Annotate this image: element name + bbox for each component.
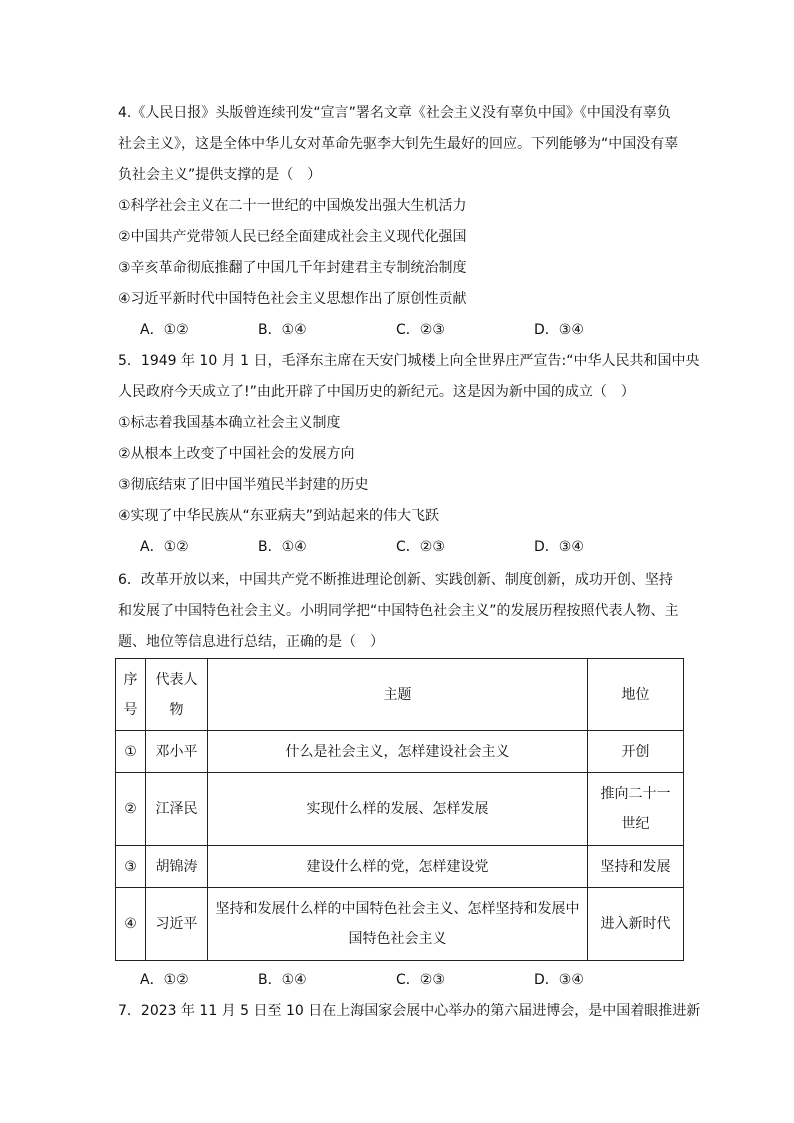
- q6-option-d[interactable]: D．③④: [534, 972, 584, 988]
- row-4-seq: ④: [116, 888, 146, 961]
- q4-option-a[interactable]: A．①②: [140, 322, 189, 338]
- q4-option-d[interactable]: D．③④: [534, 322, 584, 338]
- q6-stem-line-3: 题、地位等信息进行总结，正确的是（ ）: [118, 634, 384, 650]
- q7-stem-line-1: 7．2023 年 11 月 5 日至 10 日在上海国家会展中心举办的第六届进博会，是中国着眼推进新: [118, 1003, 701, 1019]
- table-row: [116, 731, 684, 773]
- row-3-seq: ③: [116, 846, 146, 888]
- table-row: [116, 773, 684, 846]
- row-1-seq: ①: [116, 731, 146, 773]
- q6-stem-line-2: 和发展了中国特色社会主义。小明同学把“中国特色社会主义”的发展历程按照代表人物、主: [118, 603, 679, 619]
- q6-summary-table: [115, 658, 684, 961]
- q5-item-2: ②从根本上改变了中国社会的发展方向: [118, 446, 355, 462]
- q4-item-1: ①科学社会主义在二十一世纪的中国焕发出强大生机活力: [118, 198, 467, 214]
- row-3-person: 胡锦涛: [146, 846, 208, 888]
- row-2-theme: 实现什么样的发展、怎样发展: [208, 773, 588, 846]
- row-2-seq: ②: [116, 773, 146, 846]
- q5-stem-line-1: 5．1949 年 10 月 1 日，毛泽东主席在天安门城楼上向全世界庄严宣告:“中华人民共和国中央: [118, 353, 700, 369]
- q4-stem-line-3: 负社会主义”提供支撑的是（ ）: [118, 167, 322, 183]
- table-row: [116, 888, 684, 961]
- q5-option-a[interactable]: A．①②: [140, 539, 189, 555]
- header-person: 代表人物: [146, 659, 208, 731]
- q6-option-a[interactable]: A．①②: [140, 972, 189, 988]
- q6-options: [140, 970, 620, 990]
- row-4-person: 习近平: [146, 888, 208, 961]
- q5-item-1: ①标志着我国基本确立社会主义制度: [118, 415, 341, 431]
- row-3-status: 坚持和发展: [588, 846, 684, 888]
- row-1-theme: 什么是社会主义，怎样建设社会主义: [208, 731, 588, 773]
- q4-options: [140, 320, 620, 340]
- table-row: [116, 846, 684, 888]
- q6-stem-line-1: 6．改革开放以来，中国共产党不断推进理论创新、实践创新、制度创新，成功开创、坚持: [118, 572, 673, 588]
- row-4-status: 进入新时代: [588, 888, 684, 961]
- row-3-theme: 建设什么样的党，怎样建设党: [208, 846, 588, 888]
- row-2-status: 推向二十一世纪: [588, 773, 684, 846]
- q4-stem-line-1: 4.《人民日报》头版曾连续刊发“宣言”署名文章《社会主义没有辜负中国》《中国没有辜负: [118, 105, 671, 121]
- q4-stem-line-2: 社会主义》，这是全体中华儿女对革命先驱李大钊先生最好的回应。下列能够为“中国没有辜: [118, 136, 679, 152]
- q4-item-2: ②中国共产党带领人民已经全面建成社会主义现代化强国: [118, 229, 467, 245]
- row-1-status: 开创: [588, 731, 684, 773]
- q4-item-3: ③辛亥革命彻底推翻了中国几千年封建君主专制统治制度: [118, 260, 467, 276]
- q6-option-c[interactable]: C．②③: [396, 972, 445, 988]
- q4-item-4: ④习近平新时代中国特色社会主义思想作出了原创性贡献: [118, 291, 467, 307]
- table-header-row: [116, 659, 684, 731]
- q5-item-3: ③彻底结束了旧中国半殖民半封建的历史: [118, 477, 369, 493]
- q4-option-c[interactable]: C．②③: [396, 322, 445, 338]
- q6-option-b[interactable]: B．①④: [258, 972, 307, 988]
- header-seq: 序号: [116, 659, 146, 731]
- q5-option-c[interactable]: C．②③: [396, 539, 445, 555]
- q5-item-4: ④实现了中华民族从“东亚病夫”到站起来的伟大飞跃: [118, 508, 440, 524]
- q5-options: [140, 537, 620, 557]
- row-4-theme: 坚持和发展什么样的中国特色社会主义、怎样坚持和发展中国特色社会主义: [208, 888, 588, 961]
- row-2-person: 江泽民: [146, 773, 208, 846]
- q5-option-d[interactable]: D．③④: [534, 539, 584, 555]
- q5-stem-line-2: 人民政府今天成立了!”由此开辟了中国历史的新纪元。这是因为新中国的成立（ ）: [118, 384, 635, 400]
- q4-option-b[interactable]: B．①④: [258, 322, 307, 338]
- header-theme: 主题: [208, 659, 588, 731]
- header-status: 地位: [588, 659, 684, 731]
- row-1-person: 邓小平: [146, 731, 208, 773]
- q5-option-b[interactable]: B．①④: [258, 539, 307, 555]
